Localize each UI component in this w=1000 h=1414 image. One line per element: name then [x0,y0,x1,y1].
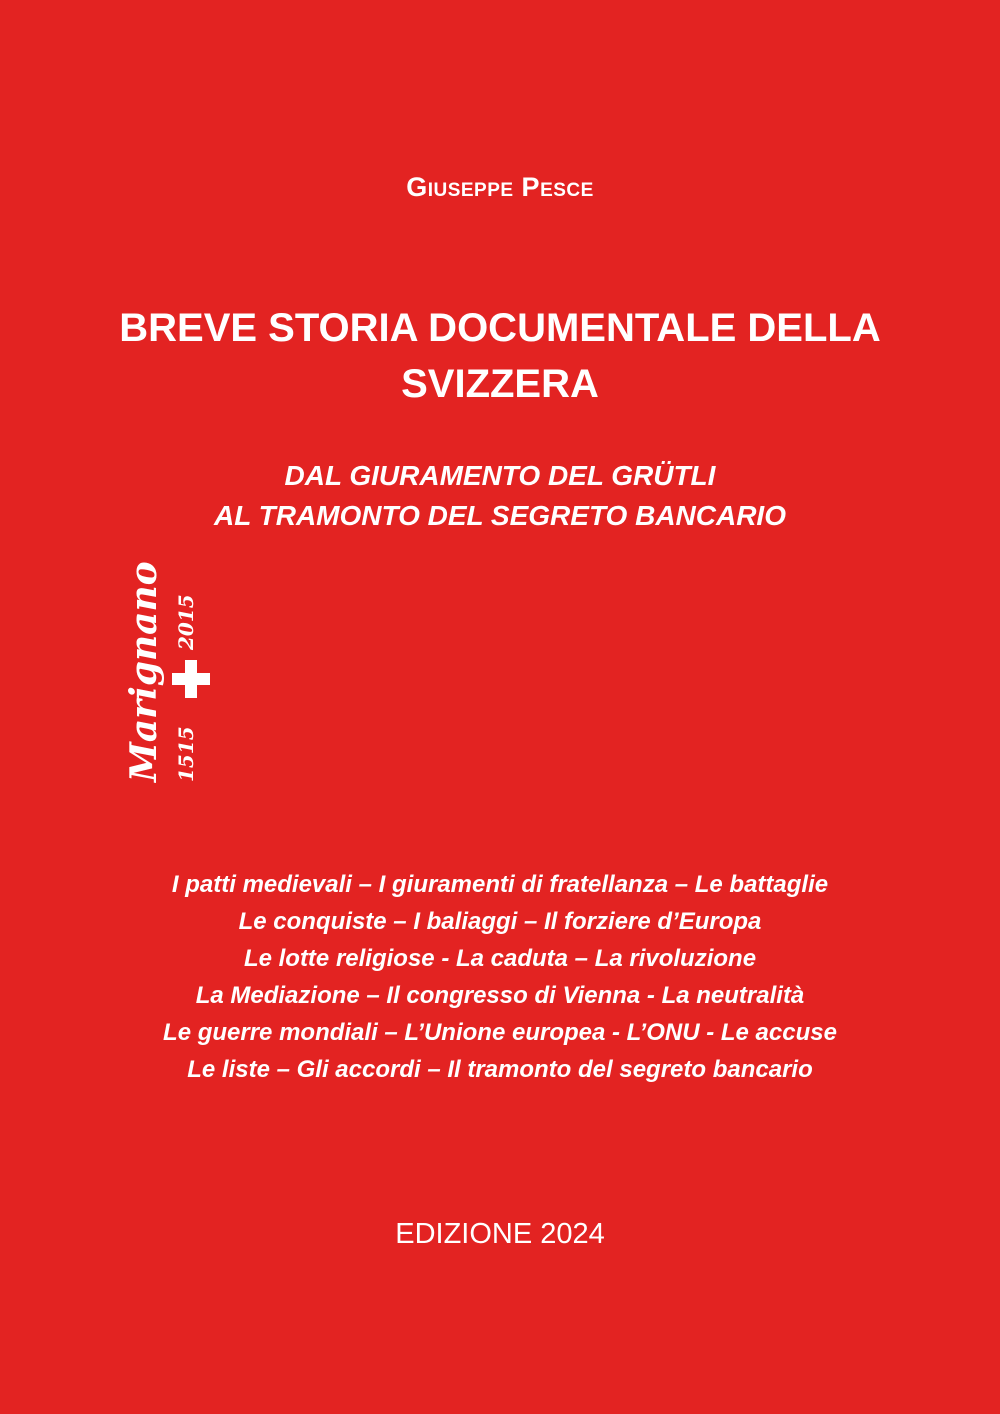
title-line-1: BREVE STORIA DOCUMENTALE DELLA [119,306,881,350]
topic-line: Le guerre mondiali – L’Unione europea - L’ONU - Le accuse [163,1019,837,1046]
emblem-word: Marignano [123,561,165,782]
topic-line: Le lotte religiose - La caduta – La rivoluzione [243,945,757,972]
author-name: Giuseppe Pesce [406,172,594,202]
swiss-cross-icon [172,660,210,698]
marignano-emblem [112,561,222,792]
book-subtitle [100,456,900,536]
topic-line: Le conquiste – I baliaggi – Il forziere d’Europa [238,908,762,935]
subtitle-line-2: AL TRAMONTO DEL SEGRETO BANCARIO [214,500,786,531]
title-line-2: SVIZZERA [401,362,599,406]
emblem-year-start: 1515 [174,726,198,782]
subtitle-line-1: DAL GIURAMENTO DEL GRÜTLI [284,460,716,491]
topic-line: Le liste – Gli accordi – Il tramonto del segreto bancario [187,1056,813,1083]
topics-list [60,866,940,1088]
topic-line: La Mediazione – Il congresso di Vienna - La neutralità [195,982,805,1009]
book-title [90,300,910,412]
topic-line: I patti medievali – I giuramenti di fratellanza – Le battaglie [171,871,829,898]
emblem-year-end: 2015 [174,594,198,650]
edition-label: EDIZIONE 2024 [395,1218,605,1250]
